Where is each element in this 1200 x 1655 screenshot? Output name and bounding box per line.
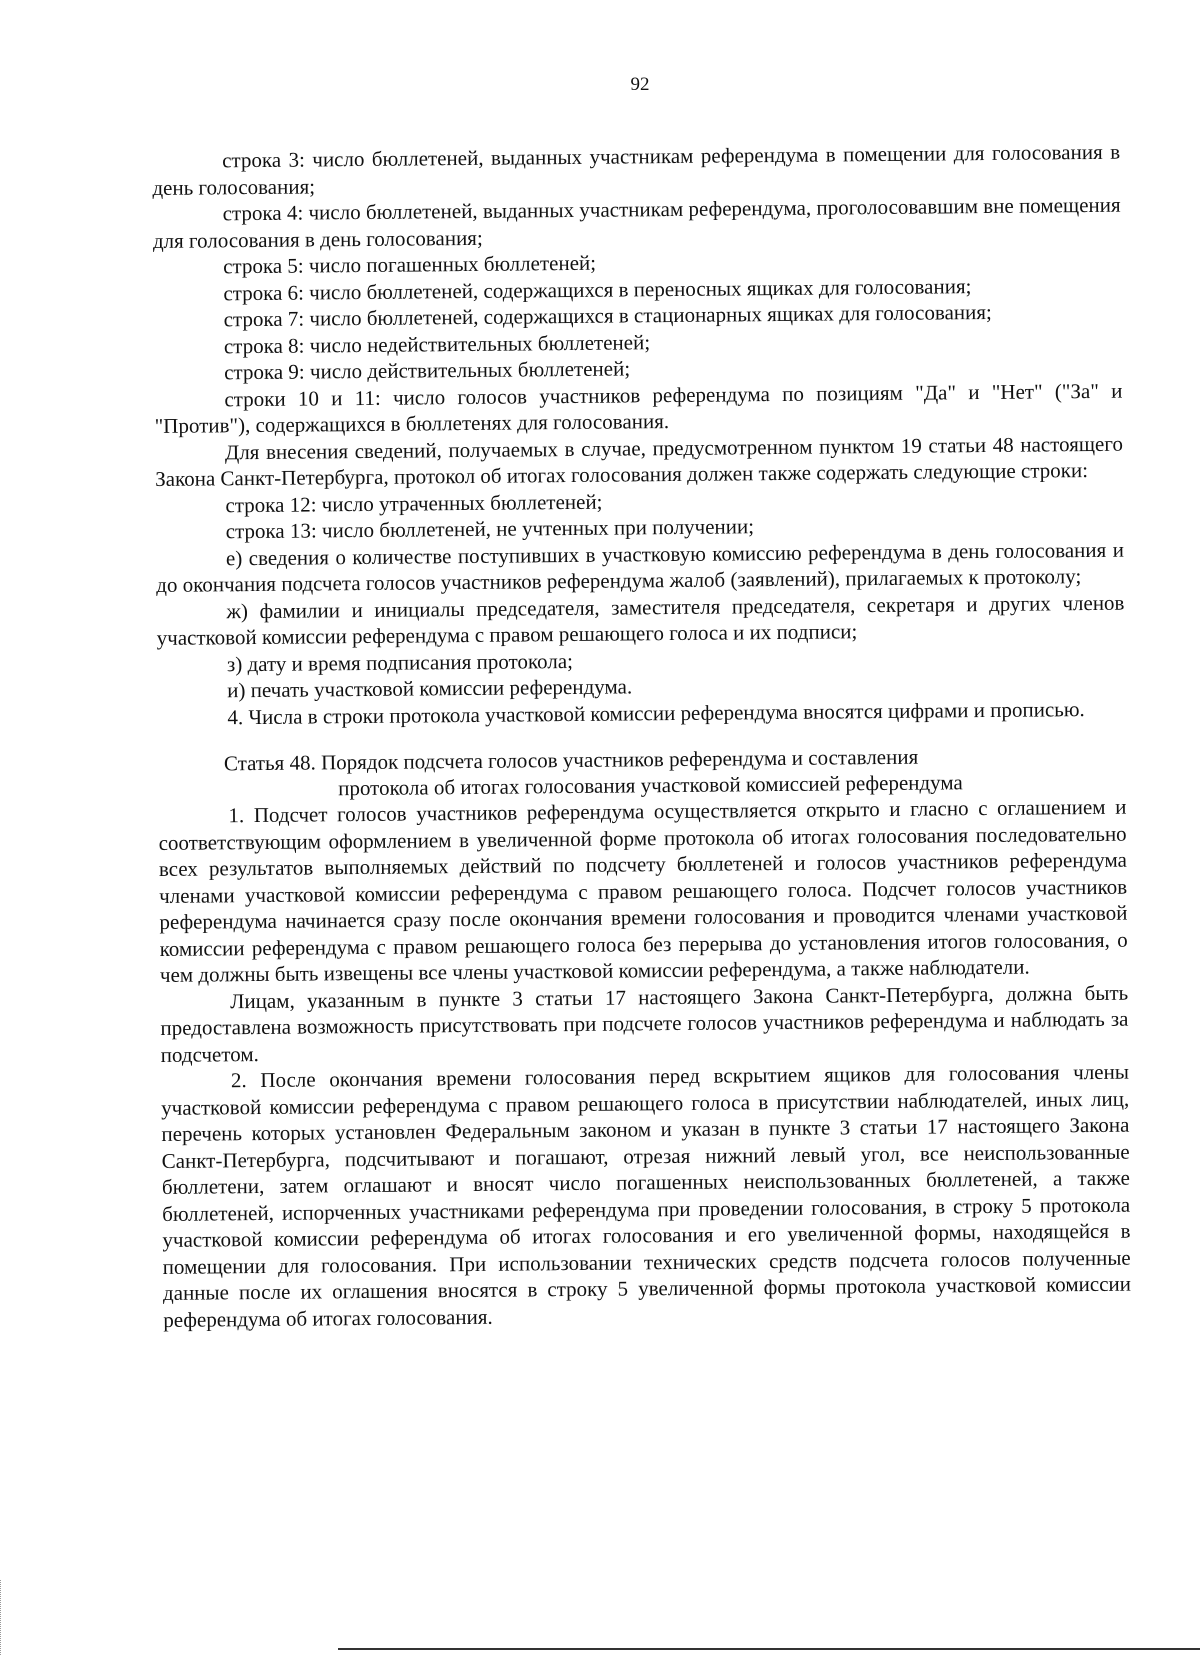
article-paragraph-1: 1. Подсчет голосов участников референдума осуществляется открыто и гласно с оглашением и соответствующим оформлением в увеличенной форме протокола об итогах голосования последовательно всех результатов выполняемых действий по подсчету бюллетеней и голосов участников референдума членами участковой комиссии референдума с правом решающего голоса. Подсчет голосов участников референдума начинается сразу после окончания времени голосования и проводится членами участковой комиссии референдума с правом решающего голоса без перерыва до установления итогов голосования, о чем должны быть извещены все члены участковой комиссии референдума, а также наблюдатели.: [158, 794, 1128, 987]
scan-margin-marks: [0, 1580, 11, 1655]
page-number: 92: [630, 74, 650, 95]
scan-edge-line: [338, 1648, 1200, 1650]
article-paragraph-2: 2. После окончания времени голосования перед вскрытием ящиков для голосования члены участковой комиссии референдума с правом решающего голоса в присутствии наблюдателей, иных лиц, перечень которых установлен Федеральным законом и указан в пункте 3 статьи 17 настоящего Закона Санкт-Петербурга, подсчитывают и погашают, отрезая нижний левый угол, все неиспользованные бюллетени, затем оглашают и вносят число погашенных неиспользованных бюллетеней, а также бюллетеней, испорченных участниками референдума при проведении голосования, в строку 5 протокола участковой комиссии референдума об итогах голосования и его увеличенной формы, находящейся в помещении для голосования. При использовании технических средств подсчета голосов полученные данные после их оглашения вносятся в строку 5 увеличенной формы протокола участковой комиссии референдума об итогах голосования.: [161, 1059, 1132, 1332]
paragraph-item-zh: ж) фамилии и инициалы председателя, заместителя председателя, секретаря и других членов участковой комиссии референдума с правом решающего голоса и их подписи;: [156, 590, 1125, 650]
paragraph-clause-4: 4. Числа в строки протокола участковой комиссии референдума вносятся цифрами и прописью.: [227, 696, 1085, 729]
paragraph-line-7: строка 7: число бюллетеней, содержащихся в стационарных ящиках для голосования;: [223, 299, 992, 332]
article-heading: [158, 742, 1126, 803]
paragraph-line-8: строка 8: число недействительных бюллетеней;: [223, 329, 651, 358]
article-heading-line-1: Статья 48. Порядок подсчета голосов участников референдума и составления: [223, 744, 919, 776]
paragraph-item-i: и) печать участковой комиссии референдума.: [227, 674, 633, 703]
paragraph-item-e: е) сведения о количестве поступивших в участковую комиссию референдума в день голосования и до окончания подсчета голосов участников референдума жалоб (заявлений), прилагаемых к протоколу;: [156, 537, 1125, 597]
paragraph-additional-lines: Для внесения сведений, получаемых в случае, предусмотренном пунктом 19 статьи 48 настоящего Закона Санкт-Петербурга, протокол об итогах голосования должен также содержать следующие строки:: [155, 431, 1123, 491]
article-paragraph-observers: Лицам, указанным в пункте 3 статьи 17 настоящего Закона Санкт-Петербурга, должна быть предоставлена возможность присутствовать при подсчете голосов участников референдума и наблюдать за подсчетом.: [160, 980, 1129, 1067]
paragraph-line-3: строка 3: число бюллетеней, выданных участникам референдума в помещении для голосования в день голосования;: [152, 139, 1121, 200]
paragraph-line-5: строка 5: число погашенных бюллетеней;: [223, 250, 597, 279]
paragraph-line-4: строка 4: число бюллетеней, выданных участникам референдума, проголосовавшим вне помещения для голосования в день голосования;: [152, 192, 1121, 253]
paragraph-line-6: строка 6: число бюллетеней, содержащихся в переносных ящиках для голосования;: [223, 273, 972, 305]
article-heading-line-2: протокола об итогах голосования участковой комиссией референдума: [338, 770, 963, 801]
paragraph-line-13: строка 13: число бюллетеней, не учтенных при получении;: [225, 514, 755, 544]
paragraph-lines-10-11: строки 10 и 11: число голосов участников референдума по позициям "Да" и "Нет" ("За" и "Против"), содержащихся в бюллетенях для голосования.: [154, 378, 1123, 438]
paragraph-item-z: з) дату и время подписания протокола;: [226, 648, 574, 676]
document-body: [152, 139, 1131, 1333]
paragraph-line-9: строка 9: число действительных бюллетеней;: [224, 356, 631, 385]
paragraph-line-12: строка 12: число утраченных бюллетеней;: [225, 489, 603, 517]
